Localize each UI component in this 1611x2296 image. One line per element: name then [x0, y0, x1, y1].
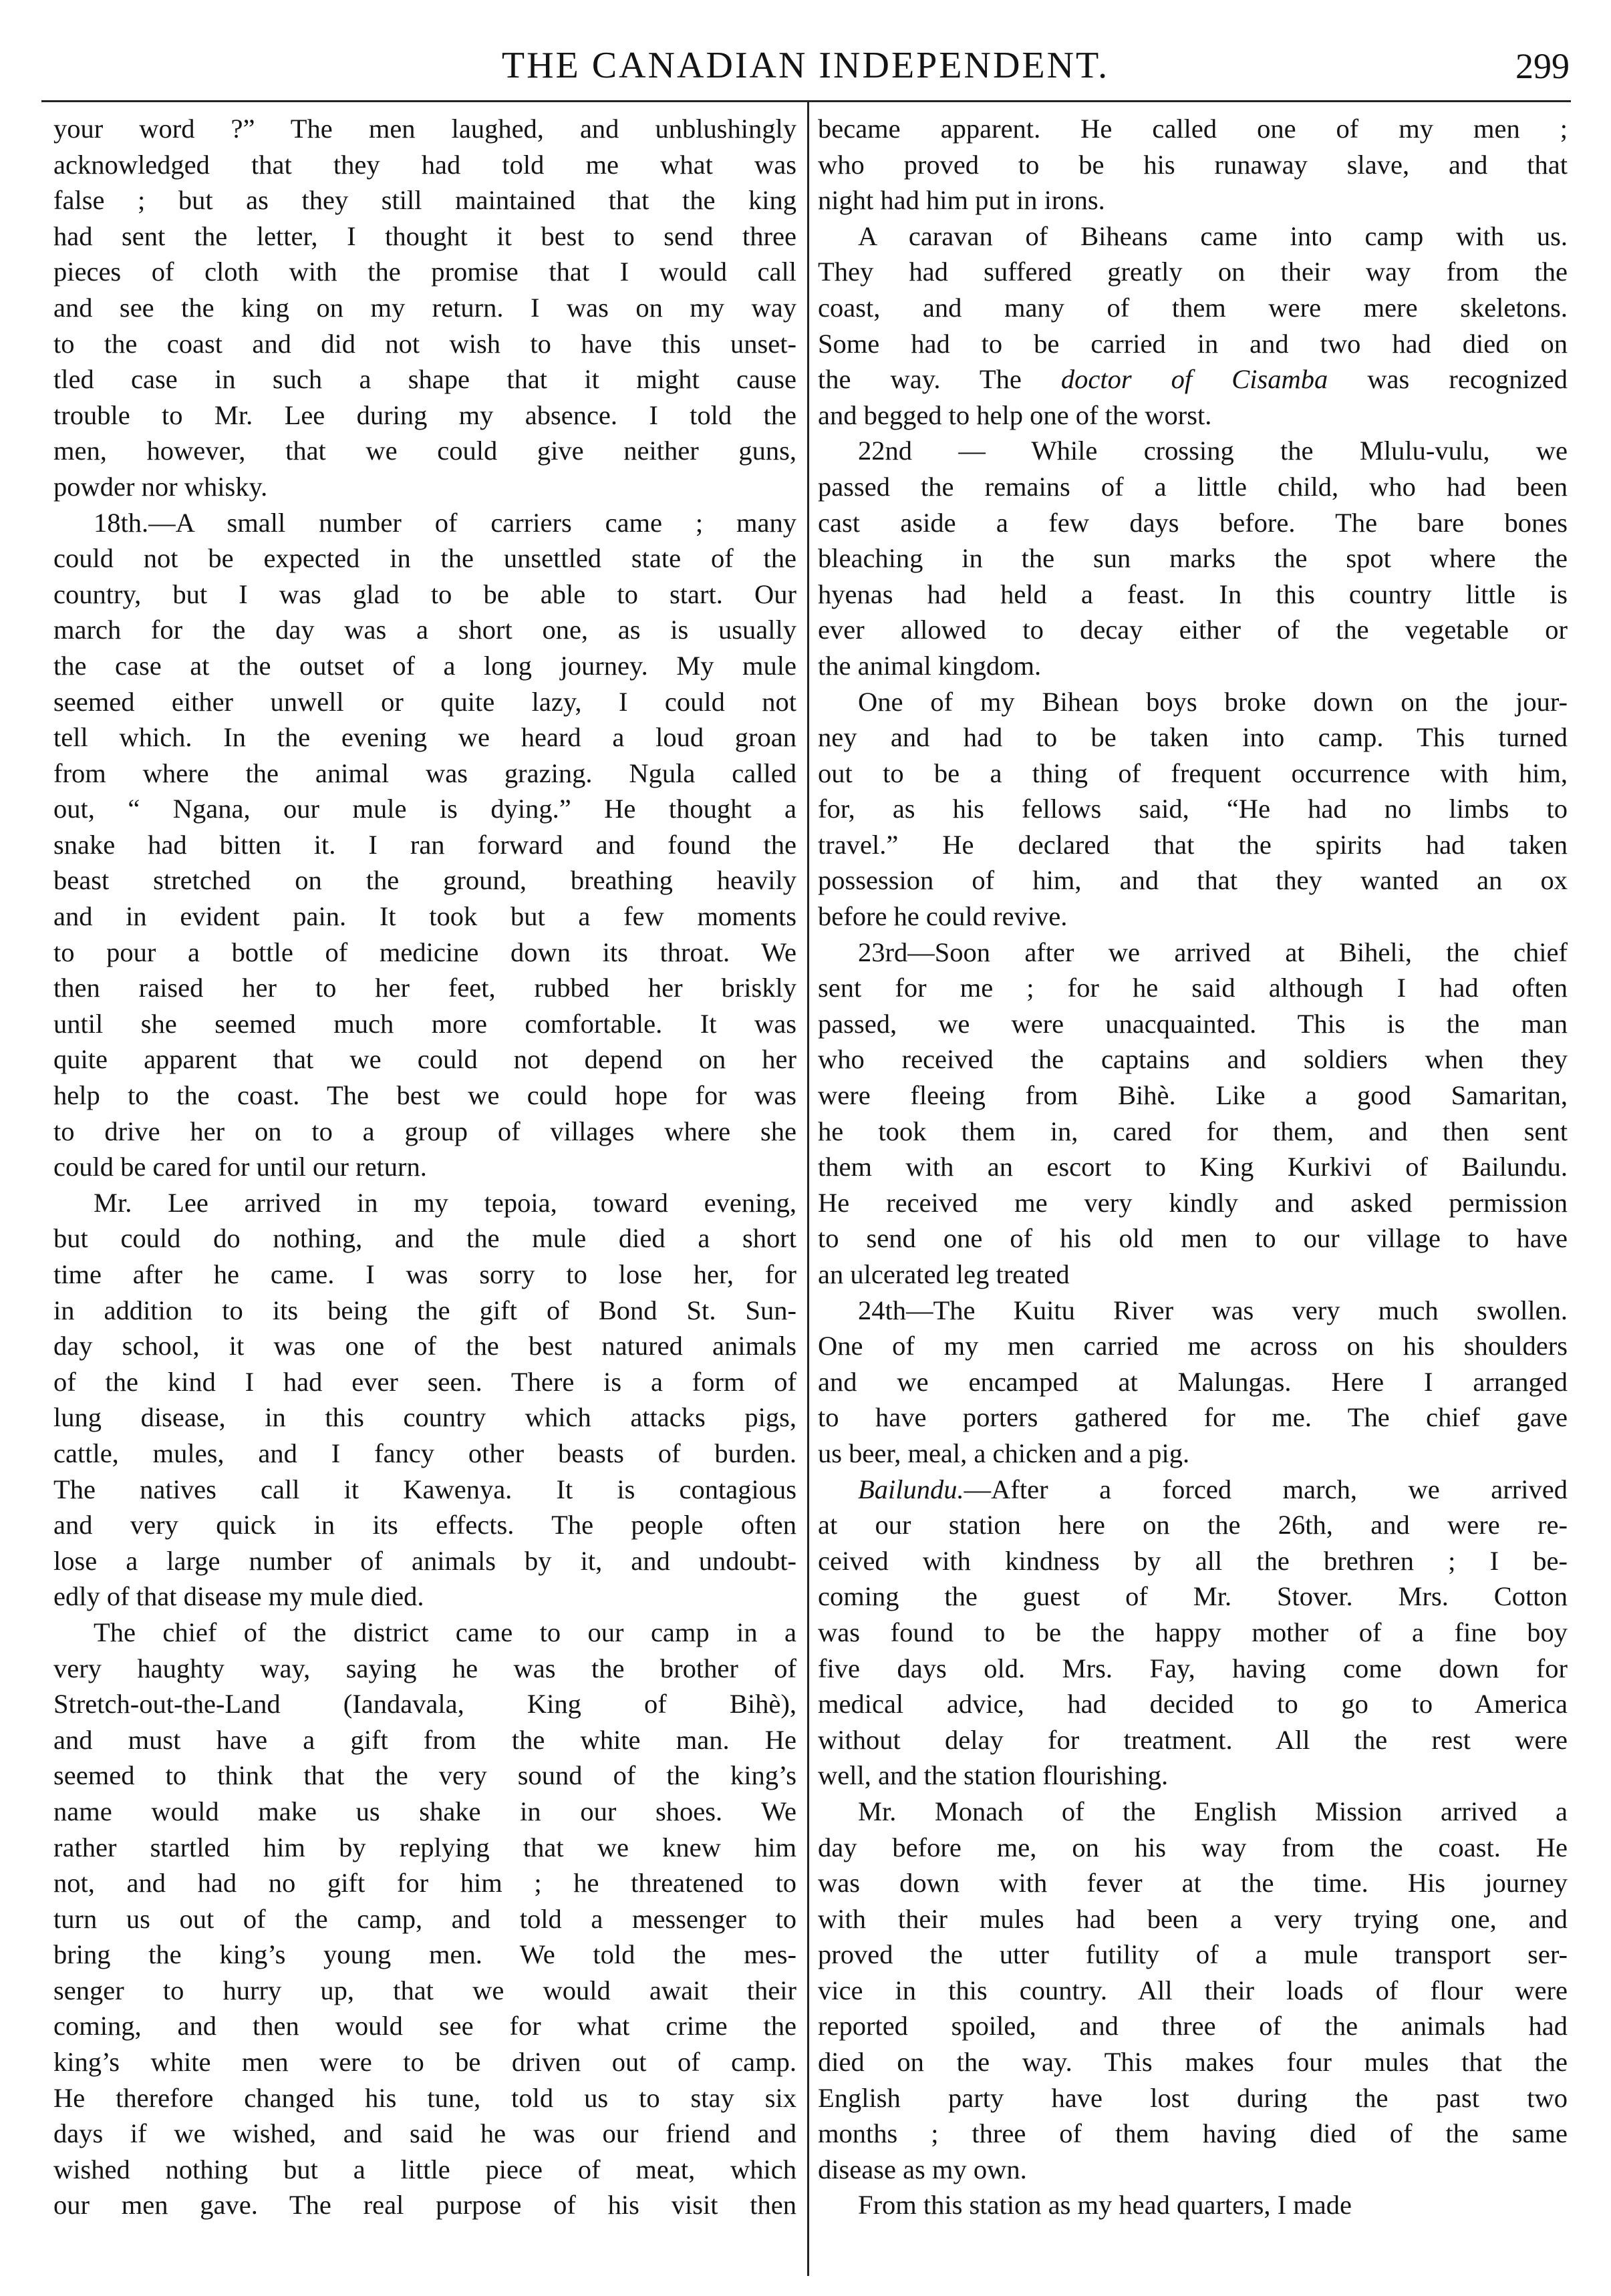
- text-line: not, and had no gift for him ; he threatened to: [53, 1868, 796, 1899]
- text-line: The natives call it Kawenya. It is contagious: [53, 1474, 796, 1504]
- text-line: 18th.—A small number of carriers came ; many: [94, 507, 796, 538]
- right-column: [818, 111, 1568, 2223]
- text-line: who proved to be his runaway slave, and that: [818, 149, 1568, 180]
- text-line: Mr. Lee arrived in my tepoia, toward evening,: [94, 1187, 796, 1218]
- text-line: could not be expected in the unsettled state of the: [53, 543, 796, 574]
- text-line: coast, and many of them were mere skeletons.: [818, 292, 1568, 323]
- text-line: coming, and then would see for what crime the: [53, 2011, 796, 2041]
- text-line: proved the utter futility of a mule transport ser-: [818, 1939, 1568, 1970]
- text-line: very haughty way, saying he was the brother of: [53, 1653, 796, 1683]
- text-line: edly of that disease my mule died.: [53, 1581, 424, 1612]
- text-line: and begged to help one of the worst.: [818, 399, 1212, 430]
- text-line: medical advice, had decided to go to America: [818, 1689, 1568, 1719]
- text-line: was down with fever at the time. His journey: [818, 1868, 1568, 1899]
- text-line: out, “ Ngana, our mule is dying.” He thought a: [53, 794, 796, 824]
- text-line: cattle, mules, and I fancy other beasts of burden.: [53, 1438, 796, 1468]
- text-line: was found to be the happy mother of a fine boy: [818, 1617, 1568, 1647]
- text-line: day school, it was one of the best natured animals: [53, 1331, 796, 1361]
- text-line: to the coast and did not wish to have this unset-: [53, 328, 796, 359]
- text-line: men, however, that we could give neither guns,: [53, 436, 796, 466]
- running-title: THE CANADIAN INDEPENDENT.: [501, 45, 1110, 86]
- text-line: country, but I was glad to be able to start. Our: [53, 579, 796, 609]
- text-line: and we encamped at Malungas. Here I arranged: [818, 1366, 1568, 1397]
- text-line: well, and the station flourishing.: [818, 1760, 1169, 1791]
- text-fragment: the way. The: [818, 364, 1022, 395]
- text-line: help to the coast. The best we could hope for was: [53, 1080, 796, 1111]
- text-line: were fleeing from Bihè. Like a good Samaritan,: [818, 1080, 1568, 1111]
- text-line: [818, 1472, 1568, 1508]
- text-line: tled case in such a shape that it might cause: [53, 364, 796, 395]
- text-line: and very quick in its effects. The people often: [53, 1510, 796, 1540]
- text-line: lung disease, in this country which attacks pigs,: [53, 1402, 796, 1433]
- text-line: cast aside a few days before. The bare bones: [818, 507, 1568, 538]
- text-line: ceived with kindness by all the brethren ; I be-: [818, 1545, 1568, 1576]
- text-fragment: was recognized: [1367, 364, 1568, 395]
- text-line: name would make us shake in our shoes. We: [53, 1796, 796, 1826]
- text-line: false ; but as they still maintained that the king: [53, 185, 796, 216]
- text-line: bring the king’s young men. We told the mes-: [53, 1939, 796, 1970]
- text-line: One of my Bihean boys broke down on the jour-: [858, 686, 1568, 717]
- text-line: passed the remains of a little child, who had been: [818, 471, 1568, 502]
- text-line: but could do nothing, and the mule died a short: [53, 1223, 796, 1254]
- text-line: reported spoiled, and three of the animals had: [818, 2011, 1568, 2041]
- text-line: died on the way. This makes four mules that the: [818, 2047, 1568, 2078]
- text-line: and see the king on my return. I was on my way: [53, 292, 796, 323]
- text-line: A caravan of Biheans came into camp with us.: [858, 220, 1568, 251]
- text-line: tell which. In the evening we heard a loud groan: [53, 722, 796, 753]
- text-line: He received me very kindly and asked permission: [818, 1187, 1568, 1218]
- text-line: an ulcerated leg treated: [818, 1259, 1070, 1289]
- text-line: the animal kingdom.: [818, 650, 1042, 681]
- text-line: to drive her on to a group of villages where she: [53, 1116, 796, 1146]
- text-line: ever allowed to decay either of the vegetable or: [818, 615, 1568, 645]
- header-rule: [41, 100, 1571, 102]
- text-line: 23rd—Soon after we arrived at Biheli, the chief: [858, 937, 1568, 967]
- text-fragment: —After a forced march, we arrived: [964, 1474, 1568, 1504]
- text-line: quite apparent that we could not depend on her: [53, 1044, 796, 1075]
- text-line: them with an escort to King Kurkivi of Bailundu.: [818, 1152, 1568, 1182]
- text-line: he took them in, cared for them, and then sent: [818, 1116, 1568, 1146]
- text-line: out to be a thing of frequent occurrence with him,: [818, 758, 1568, 788]
- text-line: From this station as my head quarters, I made: [858, 2190, 1352, 2221]
- text-line: to have porters gathered for me. The chief gave: [818, 1402, 1568, 1433]
- text-line: pieces of cloth with the promise that I would call: [53, 257, 796, 287]
- text-line: Stretch-out-the-Land (Iandavala, King of Bihè),: [53, 1689, 796, 1719]
- column-rule: [807, 102, 809, 2276]
- text-line: for, as his fellows said, “He had no limbs to: [818, 794, 1568, 824]
- text-line: The chief of the district came to our camp in a: [94, 1617, 796, 1647]
- text-line: day before me, on his way from the coast. He: [818, 1832, 1568, 1862]
- italic-place-name: Bailundu.: [858, 1474, 964, 1504]
- text-line: months ; three of them having died of the same: [818, 2118, 1568, 2149]
- text-line: from where the animal was grazing. Ngula called: [53, 758, 796, 788]
- text-line: night had him put in irons.: [818, 185, 1105, 216]
- italic-name: doctor of Cisamba: [1060, 364, 1328, 395]
- text-line: wished nothing but a little piece of meat, which: [53, 2154, 796, 2184]
- text-line: They had suffered greatly on their way from the: [818, 257, 1568, 287]
- text-line: to pour a bottle of medicine down its throat. We: [53, 937, 796, 967]
- text-line: your word ?” The men laughed, and unblushingly: [53, 114, 796, 144]
- text-line: and in evident pain. It took but a few moments: [53, 901, 796, 932]
- text-line: in addition to its being the gift of Bond St. Sun-: [53, 1295, 796, 1325]
- text-line: lose a large number of animals by it, and undoubt-: [53, 1545, 796, 1576]
- text-line: [818, 361, 1568, 397]
- text-line: coming the guest of Mr. Stover. Mrs. Cotton: [818, 1581, 1568, 1612]
- text-line: our men gave. The real purpose of his visit then: [53, 2190, 796, 2221]
- text-line: had sent the letter, I thought it best to send three: [53, 220, 796, 251]
- text-line: possession of him, and that they wanted an ox: [818, 865, 1568, 896]
- text-line: with their mules had been a very trying one, and: [818, 1903, 1568, 1934]
- left-column: [53, 111, 796, 2223]
- text-line: rather startled him by replying that we knew him: [53, 1832, 796, 1862]
- text-line: us beer, meal, a chicken and a pig.: [818, 1438, 1190, 1468]
- text-line: trouble to Mr. Lee during my absence. I told the: [53, 399, 796, 430]
- text-line: without delay for treatment. All the rest were: [818, 1724, 1568, 1755]
- text-line: seemed either unwell or quite lazy, I could not: [53, 686, 796, 717]
- text-line: the case at the outset of a long journey. My mule: [53, 650, 796, 681]
- text-line: then raised her to her feet, rubbed her briskly: [53, 973, 796, 1003]
- text-line: disease as my own.: [818, 2154, 1027, 2184]
- text-line: before he could revive.: [818, 901, 1068, 932]
- text-line: hyenas had held a feast. In this country little is: [818, 579, 1568, 609]
- text-line: ney and had to be taken into camp. This turned: [818, 722, 1568, 753]
- text-line: march for the day was a short one, as is usually: [53, 615, 796, 645]
- text-line: at our station here on the 26th, and were re-: [818, 1510, 1568, 1540]
- text-line: senger to hurry up, that we would await their: [53, 1975, 796, 2005]
- text-line: sent for me ; for he said although I had often: [818, 973, 1568, 1003]
- page-number: 299: [1515, 46, 1570, 86]
- text-line: 22nd — While crossing the Mlulu-vulu, we: [858, 436, 1568, 466]
- text-line: English party have lost during the past two: [818, 2082, 1568, 2113]
- text-line: snake had bitten it. I ran forward and found the: [53, 829, 796, 860]
- text-line: acknowledged that they had told me what was: [53, 149, 796, 180]
- text-line: of the kind I had ever seen. There is a form of: [53, 1366, 796, 1397]
- text-line: powder nor whisky.: [53, 471, 268, 502]
- text-line: He therefore changed his tune, told us to stay six: [53, 2082, 796, 2113]
- text-line: to send one of his old men to our village to have: [818, 1223, 1568, 1254]
- text-line: until she seemed much more comfortable. It was: [53, 1008, 796, 1039]
- text-line: could be cared for until our return.: [53, 1152, 427, 1182]
- text-line: Mr. Monach of the English Mission arrived a: [858, 1796, 1568, 1826]
- text-line: days if we wished, and said he was our friend and: [53, 2118, 796, 2149]
- text-line: passed, we were unacquainted. This is the man: [818, 1008, 1568, 1039]
- text-line: five days old. Mrs. Fay, having come down for: [818, 1653, 1568, 1683]
- text-line: One of my men carried me across on his shoulders: [818, 1331, 1568, 1361]
- text-line: seemed to think that the very sound of the king’s: [53, 1760, 796, 1791]
- text-line: who received the captains and soldiers when they: [818, 1044, 1568, 1075]
- text-line: Some had to be carried in and two had died on: [818, 328, 1568, 359]
- text-line: became apparent. He called one of my men ;: [818, 114, 1568, 144]
- text-line: king’s white men were to be driven out of camp.: [53, 2047, 796, 2078]
- text-line: turn us out of the camp, and told a messenger to: [53, 1903, 796, 1934]
- text-line: 24th—The Kuitu River was very much swollen.: [858, 1295, 1568, 1325]
- text-line: travel.” He declared that the spirits had taken: [818, 829, 1568, 860]
- text-line: beast stretched on the ground, breathing heavily: [53, 865, 796, 896]
- text-line: time after he came. I was sorry to lose her, for: [53, 1259, 796, 1289]
- text-line: vice in this country. All their loads of flour were: [818, 1975, 1568, 2005]
- text-line: and must have a gift from the white man. He: [53, 1724, 796, 1755]
- text-line: bleaching in the sun marks the spot where the: [818, 543, 1568, 574]
